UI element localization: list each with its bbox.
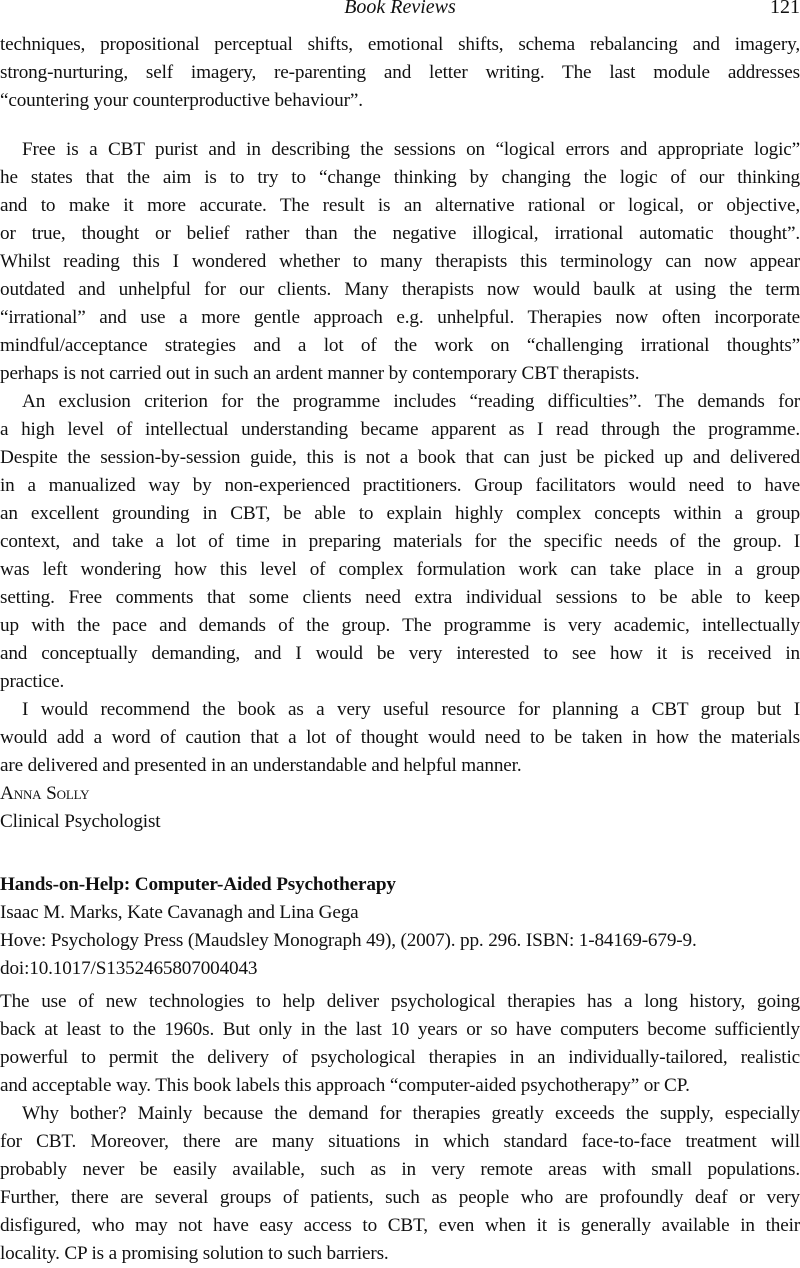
text-line: was left wondering how this level of complex formulation work can take place in a group <box>0 559 800 580</box>
text-line: he states that the aim is to try to “change thinking by changing the logic of our thinking <box>0 167 800 188</box>
page-header <box>0 0 800 24</box>
review-1-paragraph-4 <box>0 696 800 780</box>
text-line: disfigured, who may not have easy access to CBT, even when it is generally available in their <box>0 1215 800 1236</box>
text-line: powerful to permit the delivery of psychological therapies in an individually-tailored, realistic <box>0 1047 800 1068</box>
publication-info: Hove: Psychology Press (Maudsley Monograph 49), (2007). pp. 296. ISBN: 1-84169-679-9. <box>0 930 697 951</box>
text-line: setting. Free comments that some clients need extra individual sessions to be able to keep <box>0 587 800 608</box>
text-line: locality. CP is a promising solution to such barriers. <box>0 1243 389 1264</box>
text-line: are delivered and presented in an understandable and helpful manner. <box>0 755 522 776</box>
review-1-paragraph-3 <box>0 388 800 696</box>
text-line: Further, there are several groups of patients, such as people who are profoundly deaf or very <box>0 1187 800 1208</box>
doi: doi:10.1017/S1352465807004043 <box>0 958 258 979</box>
text-line: and to make it more accurate. The result is an alternative rational or logical, or objective, <box>0 195 800 216</box>
text-line: probably never be easily available, such as in very remote areas with small populations. <box>0 1159 800 1180</box>
text-line: back at least to the 1960s. But only in the last 10 years or so have computers become sufficiently <box>0 1019 800 1040</box>
text-line: techniques, propositional perceptual shifts, emotional shifts, schema rebalancing and imagery, <box>0 34 800 55</box>
review-2-paragraph-1 <box>0 988 800 1100</box>
text-line: I would recommend the book as a very useful resource for planning a CBT group but I <box>22 699 800 720</box>
text-line: and conceptually demanding, and I would be very interested to see how it is received in <box>0 643 800 664</box>
running-title: Book Reviews <box>344 0 456 18</box>
review-1-paragraph-2 <box>0 136 800 388</box>
page-number: 121 <box>770 0 800 18</box>
text-line: would add a word of caution that a lot of thought would need to be taken in how the materials <box>0 727 800 748</box>
text-line: context, and take a lot of time in preparing materials for the specific needs of the group. I <box>0 531 800 552</box>
text-line: up with the pace and demands of the group. The programme is very academic, intellectually <box>0 615 800 636</box>
review-2-paragraph-2 <box>0 1100 800 1268</box>
text-line: in a manualized way by non-experienced practitioners. Group facilitators would need to have <box>0 475 800 496</box>
book-title: Hands-on-Help: Computer-Aided Psychotherapy <box>0 874 396 895</box>
text-line: “countering your counterproductive behaviour”. <box>0 90 363 111</box>
text-line: mindful/acceptance strategies and a lot of the work on “challenging irrational thoughts” <box>0 335 800 356</box>
text-line: a high level of intellectual understanding became apparent as I read through the programme. <box>0 419 800 440</box>
text-line: or true, thought or belief rather than the negative illogical, irrational automatic thought”. <box>0 223 800 244</box>
text-line: and acceptable way. This book labels this approach “computer-aided psychotherapy” or CP. <box>0 1075 690 1096</box>
reviewer-signature <box>0 780 800 836</box>
text-line: Why bother? Mainly because the demand for therapies greatly exceeds the supply, especially <box>22 1103 800 1124</box>
text-line: strong-nurturing, self imagery, re-parenting and letter writing. The last module addresses <box>0 62 800 83</box>
text-line: Free is a CBT purist and in describing the sessions on “logical errors and appropriate logic” <box>22 139 800 160</box>
text-line: an excellent grounding in CBT, be able to explain highly complex concepts within a group <box>0 503 800 524</box>
text-line: for CBT. Moreover, there are many situations in which standard face-to-face treatment will <box>0 1131 800 1152</box>
text-line: Whilst reading this I wondered whether to many therapists this terminology can now appear <box>0 251 800 272</box>
text-line: An exclusion criterion for the programme includes “reading difficulties”. The demands for <box>22 391 800 412</box>
text-line: Despite the session-by-session guide, this is not a book that can just be picked up and delivered <box>0 447 800 468</box>
text-line: outdated and unhelpful for our clients. Many therapists now would baulk at using the term <box>0 279 800 300</box>
reviewer-title: Clinical Psychologist <box>0 811 161 832</box>
text-line: practice. <box>0 671 65 692</box>
text-line: The use of new technologies to help deliver psychological therapies has a long history, going <box>0 991 800 1012</box>
text-line: “irrational” and use a more gentle approach e.g. unhelpful. Therapies now often incorporate <box>0 307 800 328</box>
reviewer-name: Anna Solly <box>0 783 90 804</box>
book-authors: Isaac M. Marks, Kate Cavanagh and Lina Gega <box>0 902 359 923</box>
review-1-paragraph-1 <box>0 31 800 115</box>
review-2-citation <box>0 871 800 983</box>
text-line: perhaps is not carried out in such an ardent manner by contemporary CBT therapists. <box>0 363 640 384</box>
